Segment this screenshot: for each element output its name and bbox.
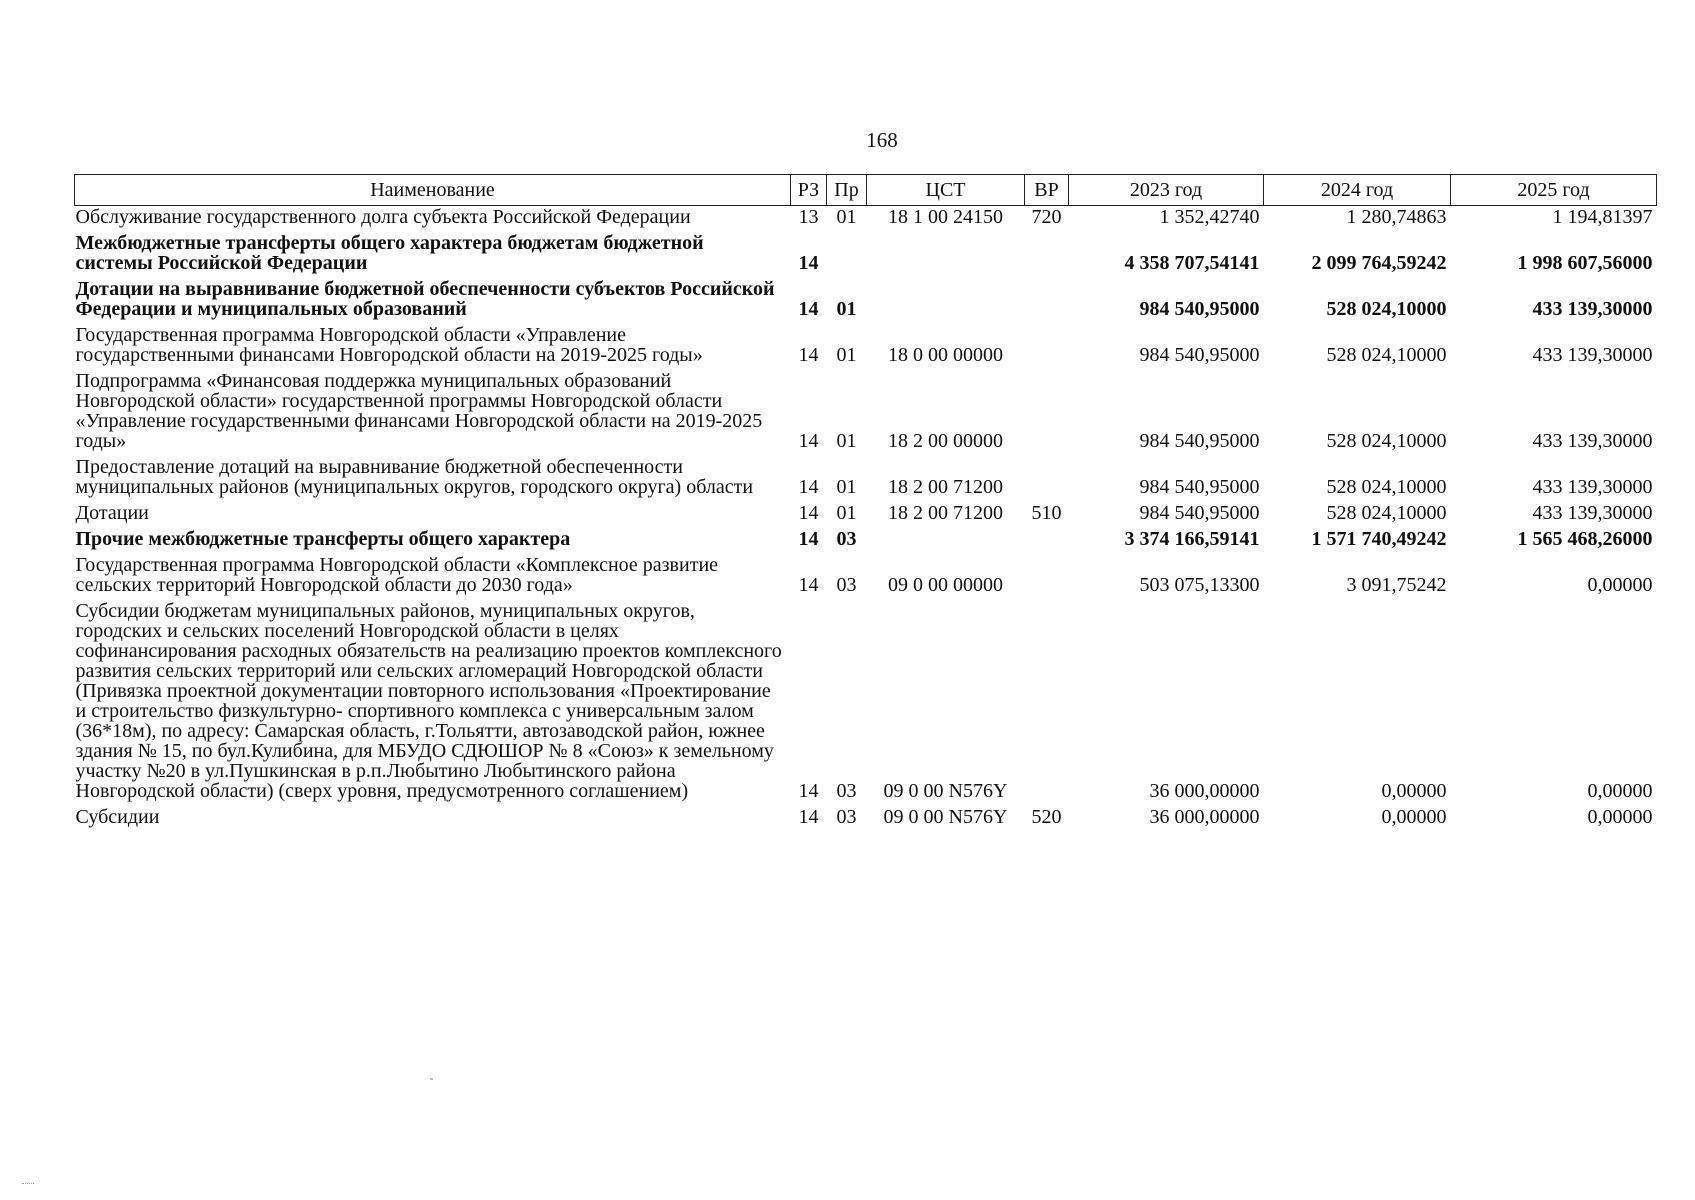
row-2024: 1 280,74863 [1346, 206, 1447, 228]
row-name: Подпрограмма «Финансовая поддержка муниципальных образований Новгородской области» государственной программы Новгородской области «Управление государственными финансами Новгородской области на 2019-2025 годы» [75, 370, 763, 452]
row-pr: 03 [836, 528, 857, 550]
table-row [75, 528, 1657, 554]
row-rz: 14 [798, 252, 819, 274]
row-2024: 528 024,10000 [1326, 502, 1447, 524]
row-rz: 14 [798, 528, 819, 550]
row-rz: 13 [798, 206, 819, 228]
table-row [75, 278, 1657, 324]
row-2024: 528 024,10000 [1326, 298, 1447, 320]
row-2023: 36 000,00000 [1149, 806, 1260, 828]
row-cst [867, 528, 1025, 554]
row-rz: 14 [798, 298, 819, 320]
row-vr [1025, 370, 1069, 456]
row-vr [1025, 600, 1069, 806]
row-name: Государственная программа Новгородской области «Комплексное развитие сельских территорий Новгородской области до 2030 года» [75, 554, 719, 596]
row-rz: 14 [798, 574, 819, 596]
header-2023: 2023 год [1069, 175, 1264, 206]
row-vr [1025, 232, 1069, 278]
row-cst: 18 2 00 00000 [888, 430, 1003, 452]
row-rz: 14 [798, 344, 819, 366]
row-2024: 528 024,10000 [1326, 344, 1447, 366]
table-row [75, 456, 1657, 502]
row-pr: 01 [836, 206, 857, 228]
row-cst: 18 2 00 71200 [888, 502, 1003, 524]
row-2023: 1 352,42740 [1159, 206, 1260, 228]
row-cst [867, 278, 1025, 324]
row-cst: 09 0 00 N576Y [883, 780, 1008, 802]
table-row [75, 370, 1657, 456]
table-row [75, 232, 1657, 278]
row-2025: 433 139,30000 [1532, 502, 1653, 524]
row-name: Обслуживание государственного долга субъекта Российской Федерации [75, 206, 691, 228]
row-2025: 0,00000 [1587, 780, 1653, 802]
row-name: Прочие межбюджетные трансферты общего характера [75, 528, 571, 550]
row-cst: 18 0 00 00000 [888, 344, 1003, 366]
header-rz: РЗ [791, 175, 827, 206]
row-2024: 528 024,10000 [1326, 430, 1447, 452]
header-2024: 2024 год [1264, 175, 1451, 206]
row-2023: 4 358 707,54141 [1124, 252, 1260, 274]
scan-speck [430, 1078, 433, 1080]
row-rz: 14 [798, 502, 819, 524]
header-pr: Пр [827, 175, 867, 206]
row-vr: 720 [1031, 206, 1062, 228]
row-pr: 01 [836, 298, 857, 320]
table-row [75, 806, 1657, 832]
table-row [75, 600, 1657, 806]
table-row [75, 324, 1657, 370]
header-vr: ВР [1025, 175, 1069, 206]
row-2023: 984 540,95000 [1139, 430, 1260, 452]
row-cst: 18 1 00 24150 [888, 206, 1003, 228]
row-2023: 503 075,13300 [1139, 574, 1260, 596]
row-2023: 36 000,00000 [1149, 780, 1260, 802]
row-rz: 14 [798, 806, 819, 828]
header-cst: ЦСТ [867, 175, 1025, 206]
row-cst [867, 232, 1025, 278]
header-2025: 2025 год [1451, 175, 1657, 206]
row-2025: 433 139,30000 [1532, 476, 1653, 498]
row-pr: 01 [836, 476, 857, 498]
row-rz: 14 [798, 476, 819, 498]
row-2024: 528 024,10000 [1326, 476, 1447, 498]
row-name: Дотации [75, 502, 149, 524]
row-name: Дотации на выравнивание бюджетной обеспеченности субъектов Российской Федерации и муниципальных образований [75, 278, 775, 320]
row-vr [1025, 324, 1069, 370]
row-vr [1025, 554, 1069, 600]
row-2024: 1 571 740,49242 [1311, 528, 1447, 550]
row-2023: 984 540,95000 [1139, 344, 1260, 366]
row-vr: 520 [1031, 806, 1062, 828]
row-rz: 14 [798, 430, 819, 452]
row-2025: 1 998 607,56000 [1517, 252, 1653, 274]
row-2023: 3 374 166,59141 [1124, 528, 1260, 550]
row-vr: 510 [1031, 502, 1062, 524]
row-rz: 14 [798, 780, 819, 802]
row-name: Государственная программа Новгородской области «Управление государственными финансами Новгородской области на 2019-2025 годы» [75, 324, 703, 366]
row-2025: 433 139,30000 [1532, 430, 1653, 452]
row-name: Субсидии [75, 806, 160, 828]
row-pr: 01 [836, 344, 857, 366]
row-2023: 984 540,95000 [1139, 476, 1260, 498]
table-row [75, 554, 1657, 600]
row-name: Субсидии бюджетам муниципальных районов, муниципальных округов, городских и сельских поселений Новгородской области в целях софинансирования расходных обязательств на реализацию проектов комплексного развития сельских территорий или сельских агломераций Новгородской области (Привязка проектной документации повторного использования «Проектирование и строительство физкультурно- спортивного комплекса с универсальным залом (36*18м), по адресу: Самарская область, г.Тольятти, автозаводской район, южнее здания № 15, по бул.Кулибина, для МБУДО СДЮШОР № 8 «Союз» к земельному участку №20 в ул.Пушкинская в р.п.Любытино Любытинского района Новгородской области) (сверх уровня, предусмотренного соглашением) [75, 600, 782, 802]
table-row [75, 502, 1657, 528]
row-cst: 09 0 00 00000 [888, 574, 1003, 596]
row-pr: 03 [836, 780, 857, 802]
row-vr [1025, 528, 1069, 554]
row-vr [1025, 456, 1069, 502]
row-pr: 01 [836, 430, 857, 452]
scan-mark [22, 1183, 34, 1184]
header-name: Наименование [75, 175, 791, 206]
row-2025: 1 565 468,26000 [1517, 528, 1653, 550]
row-2023: 984 540,95000 [1139, 298, 1260, 320]
row-2025: 433 139,30000 [1532, 344, 1653, 366]
row-2023: 984 540,95000 [1139, 502, 1260, 524]
row-2025: 1 194,81397 [1552, 206, 1653, 228]
row-pr [827, 232, 867, 278]
row-2025: 0,00000 [1587, 574, 1653, 596]
row-pr: 03 [836, 806, 857, 828]
table-header-row [75, 175, 1657, 206]
row-pr: 01 [836, 502, 857, 524]
row-vr [1025, 278, 1069, 324]
table-row [75, 206, 1657, 233]
row-2024: 0,00000 [1381, 806, 1447, 828]
row-pr: 03 [836, 574, 857, 596]
row-2024: 3 091,75242 [1346, 574, 1447, 596]
row-2025: 433 139,30000 [1532, 298, 1653, 320]
row-name: Предоставление дотаций на выравнивание бюджетной обеспеченности муниципальных районов (муниципальных округов, городского округа) области [75, 456, 754, 498]
row-cst: 09 0 00 N576Y [883, 806, 1008, 828]
budget-table [74, 174, 1657, 832]
row-2024: 2 099 764,59242 [1311, 252, 1447, 274]
row-2025: 0,00000 [1587, 806, 1653, 828]
page-number: 168 [866, 128, 898, 152]
row-2024: 0,00000 [1381, 780, 1447, 802]
row-name: Межбюджетные трансферты общего характера бюджетам бюджетной системы Российской Федерации [75, 232, 704, 274]
row-cst: 18 2 00 71200 [888, 476, 1003, 498]
